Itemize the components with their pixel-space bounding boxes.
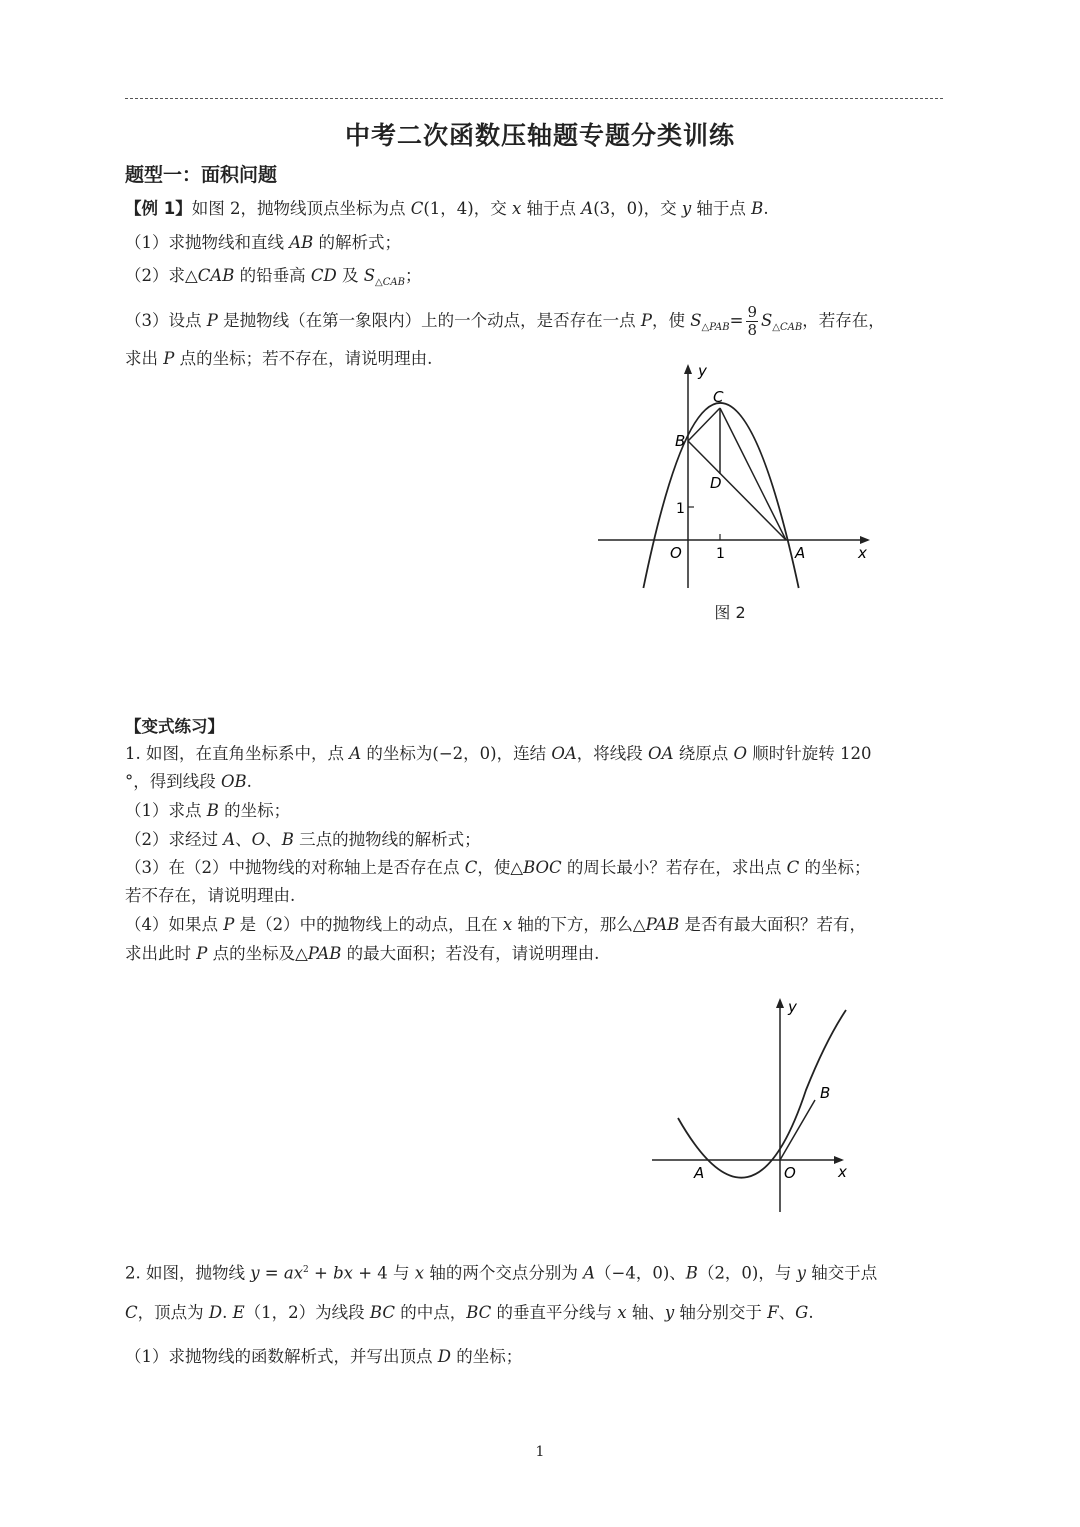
origin-label: O: [784, 1164, 796, 1182]
x-axis-label: x: [858, 544, 867, 562]
variant1-question-3: （3）在（2）中抛物线的对称轴上是否存在点 C，使△BOC 的周长最小？若存在，求出点 C 的坐标；: [125, 858, 871, 877]
fraction-9-8: $\frac{9}{8}$: [747, 303, 757, 339]
problem2-intro-cont: C，顶点为 D. E（1，2）为线段 BC 的中点，BC 的垂直平分线与 x 轴、y 轴分别交于 F、G.: [125, 1303, 814, 1322]
y-axis-label: y: [698, 362, 707, 380]
example1-intro: 【例 1】如图 2，抛物线顶点坐标为点 C(1，4)，交 x 轴于点 A(3，0)，交 y 轴于点 B.: [125, 199, 769, 218]
x-tick-label: 1: [716, 546, 725, 562]
variant1-question-2: （2）求经过 A、O、B 三点的抛物线的解析式；: [125, 830, 481, 849]
y-axis-arrow-icon: [684, 364, 692, 374]
variant1-question-3-cont: 若不存在，请说明理由.: [125, 886, 296, 905]
figure-caption: 图 2: [714, 603, 746, 622]
point-A-label: A: [795, 544, 806, 562]
segment-BC: [688, 408, 720, 441]
point-D-label: D: [710, 474, 722, 492]
page-number: 1: [535, 1444, 545, 1460]
x-axis-label: x: [838, 1163, 847, 1181]
variant1-intro-cont: °，得到线段 OB.: [125, 772, 252, 791]
example1-question-3-cont: 求出 P 点的坐标；若不存在，请说明理由.: [125, 349, 433, 368]
variant-heading: 【变式练习】: [125, 717, 224, 736]
section-heading: 题型一：面积问题: [125, 164, 278, 186]
y-axis-label: y: [788, 998, 797, 1016]
point-A-label: A: [694, 1164, 705, 1182]
variant1-question-1: （1）求点 B 的坐标；: [125, 801, 291, 820]
example1-question-1: （1）求抛物线和直线 AB 的解析式；: [125, 233, 402, 252]
variant1-question-4-cont: 求出此时 P 点的坐标及△PAB 的最大面积；若没有，请说明理由.: [125, 944, 600, 963]
variant1-intro: 1. 如图，在直角坐标系中，点 A 的坐标为(−2，0)，连结 OA，将线段 OA 绕原点 O 顺时针旋转 120: [125, 744, 872, 763]
figure-2-graph: [590, 355, 890, 595]
example1-question-3: （3）设点 P 是抛物线（在第一象限内）上的一个动点，是否存在一点 P，使 $S_{\triangle PAB}=$ $\frac{9}{8}$ $S_{\triangle CAB}$，若存在，: [125, 303, 885, 339]
segment-CA: [720, 408, 786, 540]
problem2-question-1: （1）求抛物线的函数解析式，并写出顶点 D 的坐标；: [125, 1347, 523, 1366]
y-axis-arrow-icon: [776, 998, 784, 1008]
example-label: 【例 1】: [125, 199, 192, 218]
segment-BA: [688, 441, 786, 540]
point-C-label: C: [713, 388, 724, 406]
top-dashed-divider: [125, 98, 943, 99]
segment-OB: [780, 1100, 815, 1160]
point-B-label: B: [820, 1084, 831, 1102]
point-B-label: B: [675, 432, 686, 450]
x-axis-arrow-icon: [860, 536, 870, 544]
y-tick-label: 1: [676, 501, 685, 517]
variant1-question-4: （4）如果点 P 是（2）中的抛物线上的动点，且在 x 轴的下方，那么△PAB 是否有最大面积？若有，: [125, 915, 866, 934]
page-title: 中考二次函数压轴题专题分类训练: [344, 121, 735, 150]
origin-label: O: [670, 544, 682, 562]
variant-1-graph: [640, 990, 860, 1220]
problem2-intro: 2. 如图，抛物线 $y = ax^2$ + bx + 4 与 x 轴的两个交点分别为 A（−4，0)、B（2，0)，与 y 轴交于点: [125, 1263, 878, 1283]
example1-question-2: （2）求△CAB 的铅垂高 CD 及 $S_{\triangle CAB}$；: [125, 266, 422, 288]
